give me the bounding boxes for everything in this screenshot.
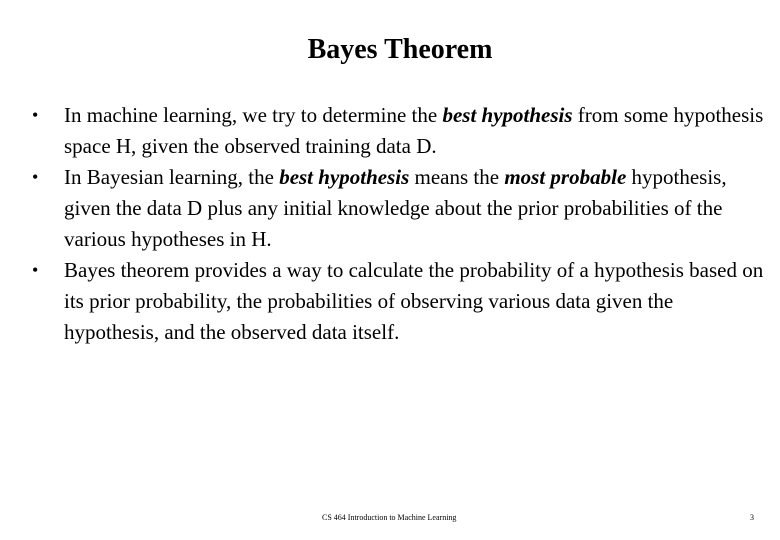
emphasis-text: best hypothesis [442,103,573,127]
bullet-text [64,103,763,158]
bullet-text-segment: In Bayesian learning, the [64,165,280,189]
bullet-item [30,162,770,255]
bullet-marker: • [32,167,39,187]
page-number: 3 [750,513,754,522]
slide-title: Bayes Theorem [307,34,493,65]
bullet-marker: • [32,105,39,125]
bullet-text [64,258,763,344]
emphasis-text: most probable [504,165,627,189]
slide-footer: CS 464 Introduction to Machine Learning [322,513,457,522]
bullet-item [30,255,770,348]
bullet-list [30,100,770,348]
bullet-text-segment: hypothesis, given the data D plus any initial knowledge about the prior probabilities of the various hypotheses in H. [64,165,727,251]
bullet-text-segment: Bayes theorem provides a way to calculate the probability of a hypothesis based on its prior probability, the probabilities of observing various data given the hypothesis, and the observed data itself. [64,258,764,344]
bullet-item [30,100,770,162]
bullet-text-segment: from some hypothesis space H, given the observed training data D. [64,103,764,158]
bullet-text-segment: means the [409,165,505,189]
emphasis-text: best hypothesis [279,165,410,189]
bullet-text-segment: In machine learning, we try to determine the [64,103,443,127]
bullet-text [64,165,727,251]
bullet-marker: • [32,260,39,280]
